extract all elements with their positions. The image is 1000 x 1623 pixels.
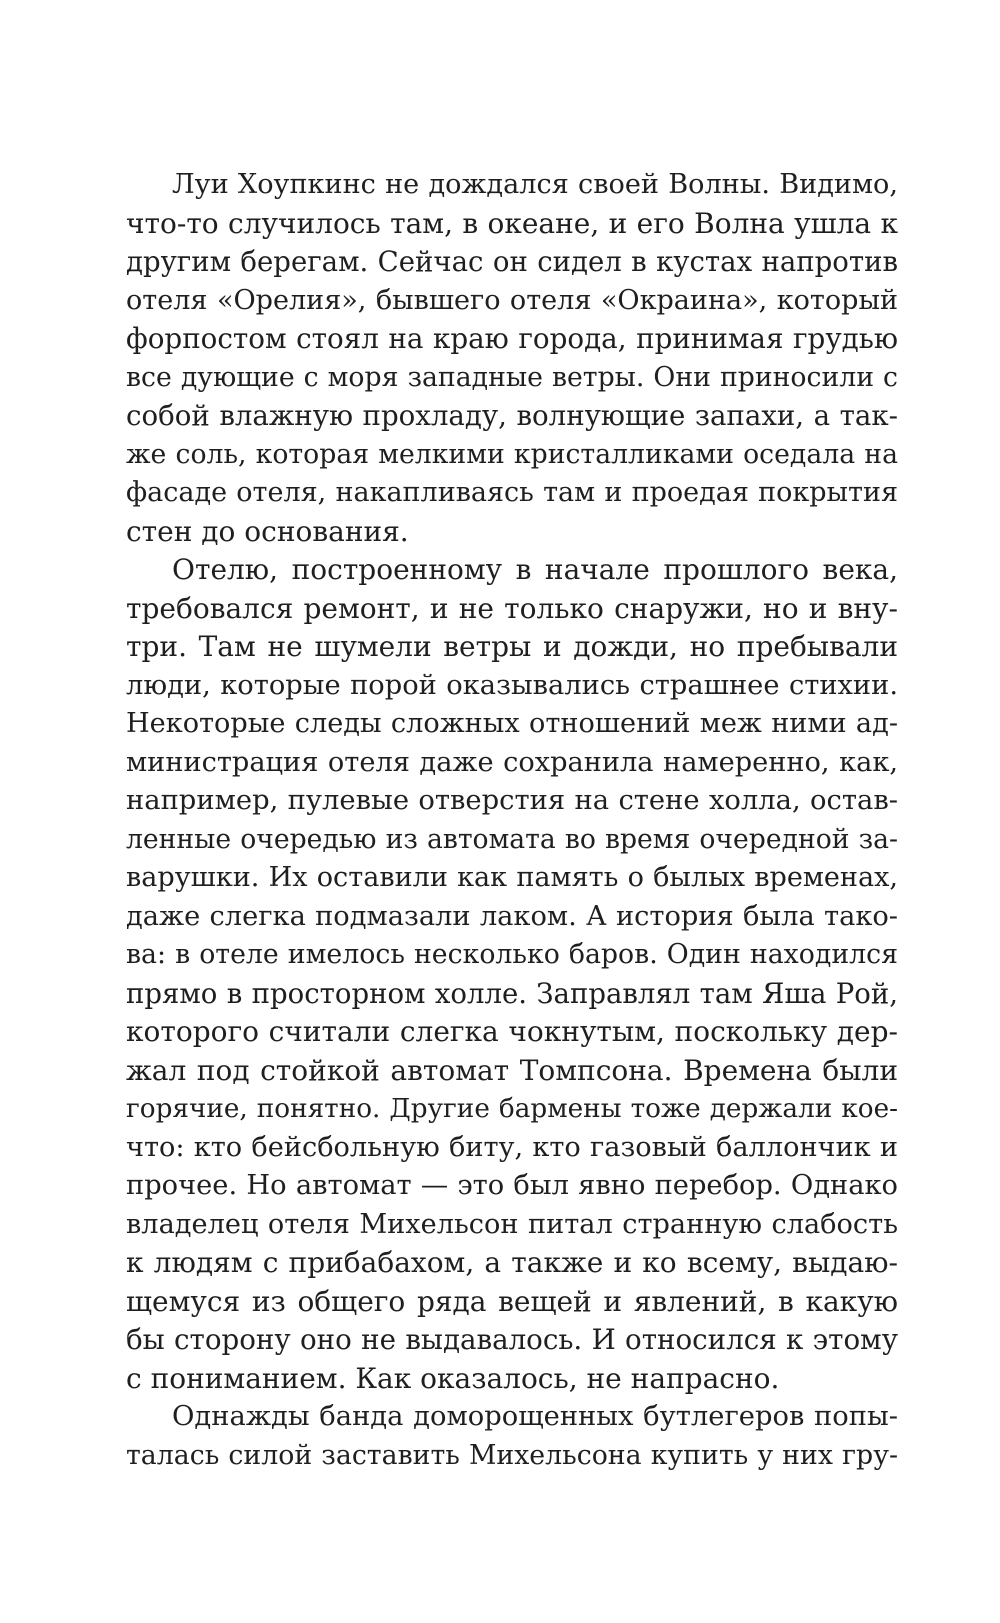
text-line: люди, которые порой оказывались страшнее стихии.	[126, 669, 898, 701]
text-line: ва: в отеле имелось несколько баров. Один находился	[126, 939, 898, 970]
text-line: ленные очередью из автомата во время очередной за-	[126, 823, 898, 855]
text-line: даже слегка подмазали лаком. А история была тако-	[126, 900, 898, 932]
text-line: Некоторые следы сложных отношений меж ними ад-	[126, 708, 898, 739]
text-line: министрация отеля даже сохранила намеренно, как,	[126, 746, 898, 778]
text-line: фасаде отеля, накапливаясь там и проедая покрытия	[126, 477, 898, 508]
text-line: отеля «Орелия», бывшего отеля «Окраина», который	[126, 284, 898, 316]
text-line: к людям с прибабахом, а также и ко всему, выдаю-	[126, 1246, 898, 1279]
text-line: прочее. Но автомат — это был явно перебор. Однако	[126, 1170, 898, 1201]
body-text	[126, 166, 898, 1475]
text-line: которого считали слегка чокнутым, поскольку дер-	[126, 1015, 898, 1048]
text-line: владелец отеля Михельсон питал странную слабость	[126, 1208, 898, 1240]
text-line: бы сторону оно не выдавалось. И относился к этому	[126, 1323, 898, 1356]
text-line: требовался ремонт, и не только снаружи, но и вну-	[126, 591, 898, 625]
text-line: талась силой заставить Михельсона купить у них гру-	[126, 1439, 898, 1471]
text-line: все дующие с моря западные ветры. Они приносили с	[126, 361, 898, 393]
text-line: с пониманием. Как оказалось, не напрасно.	[126, 1361, 780, 1395]
text-line: форпостом стоял на краю города, принимая грудью	[126, 322, 898, 355]
text-line: щемуся из общего ряда вещей и явлений, в какую	[126, 1284, 898, 1318]
text-line: Луи Хоупкинс не дождался своей Волны. Видимо,	[172, 169, 898, 200]
text-line: другим берегам. Сейчас он сидел в кустах напротив	[126, 246, 898, 278]
text-line: например, пулевые отверстия на стене холла, остав-	[126, 785, 898, 816]
text-line: собой влажную прохладу, волнующие запахи, а так-	[126, 399, 898, 432]
text-line: варушки. Их оставили как память о былых временах,	[126, 862, 898, 893]
text-line: прямо в просторном холле. Заправлял там Яша Рой,	[126, 977, 898, 1010]
text-line: стен до основания.	[126, 514, 409, 548]
text-line: три. Там не шумели ветры и дожди, но пребывали	[126, 630, 898, 663]
text-line: же соль, которая мелкими кристалликами оседала на	[126, 438, 898, 470]
text-line: что-то случилось там, в океане, и его Волна ушла к	[126, 206, 898, 240]
text-line: горячие, понятно. Другие бармены тоже держали кое-	[126, 1094, 898, 1124]
text-line: Однажды банда доморощенных бутлегеров попы-	[172, 1401, 898, 1432]
text-line: Отелю, построенному в начале прошлого века,	[172, 553, 898, 586]
text-line: жал под стойкой автомат Томпсона. Времена были	[126, 1053, 898, 1087]
text-line: что: кто бейсбольную биту, кто газовый баллончик и	[126, 1131, 898, 1163]
